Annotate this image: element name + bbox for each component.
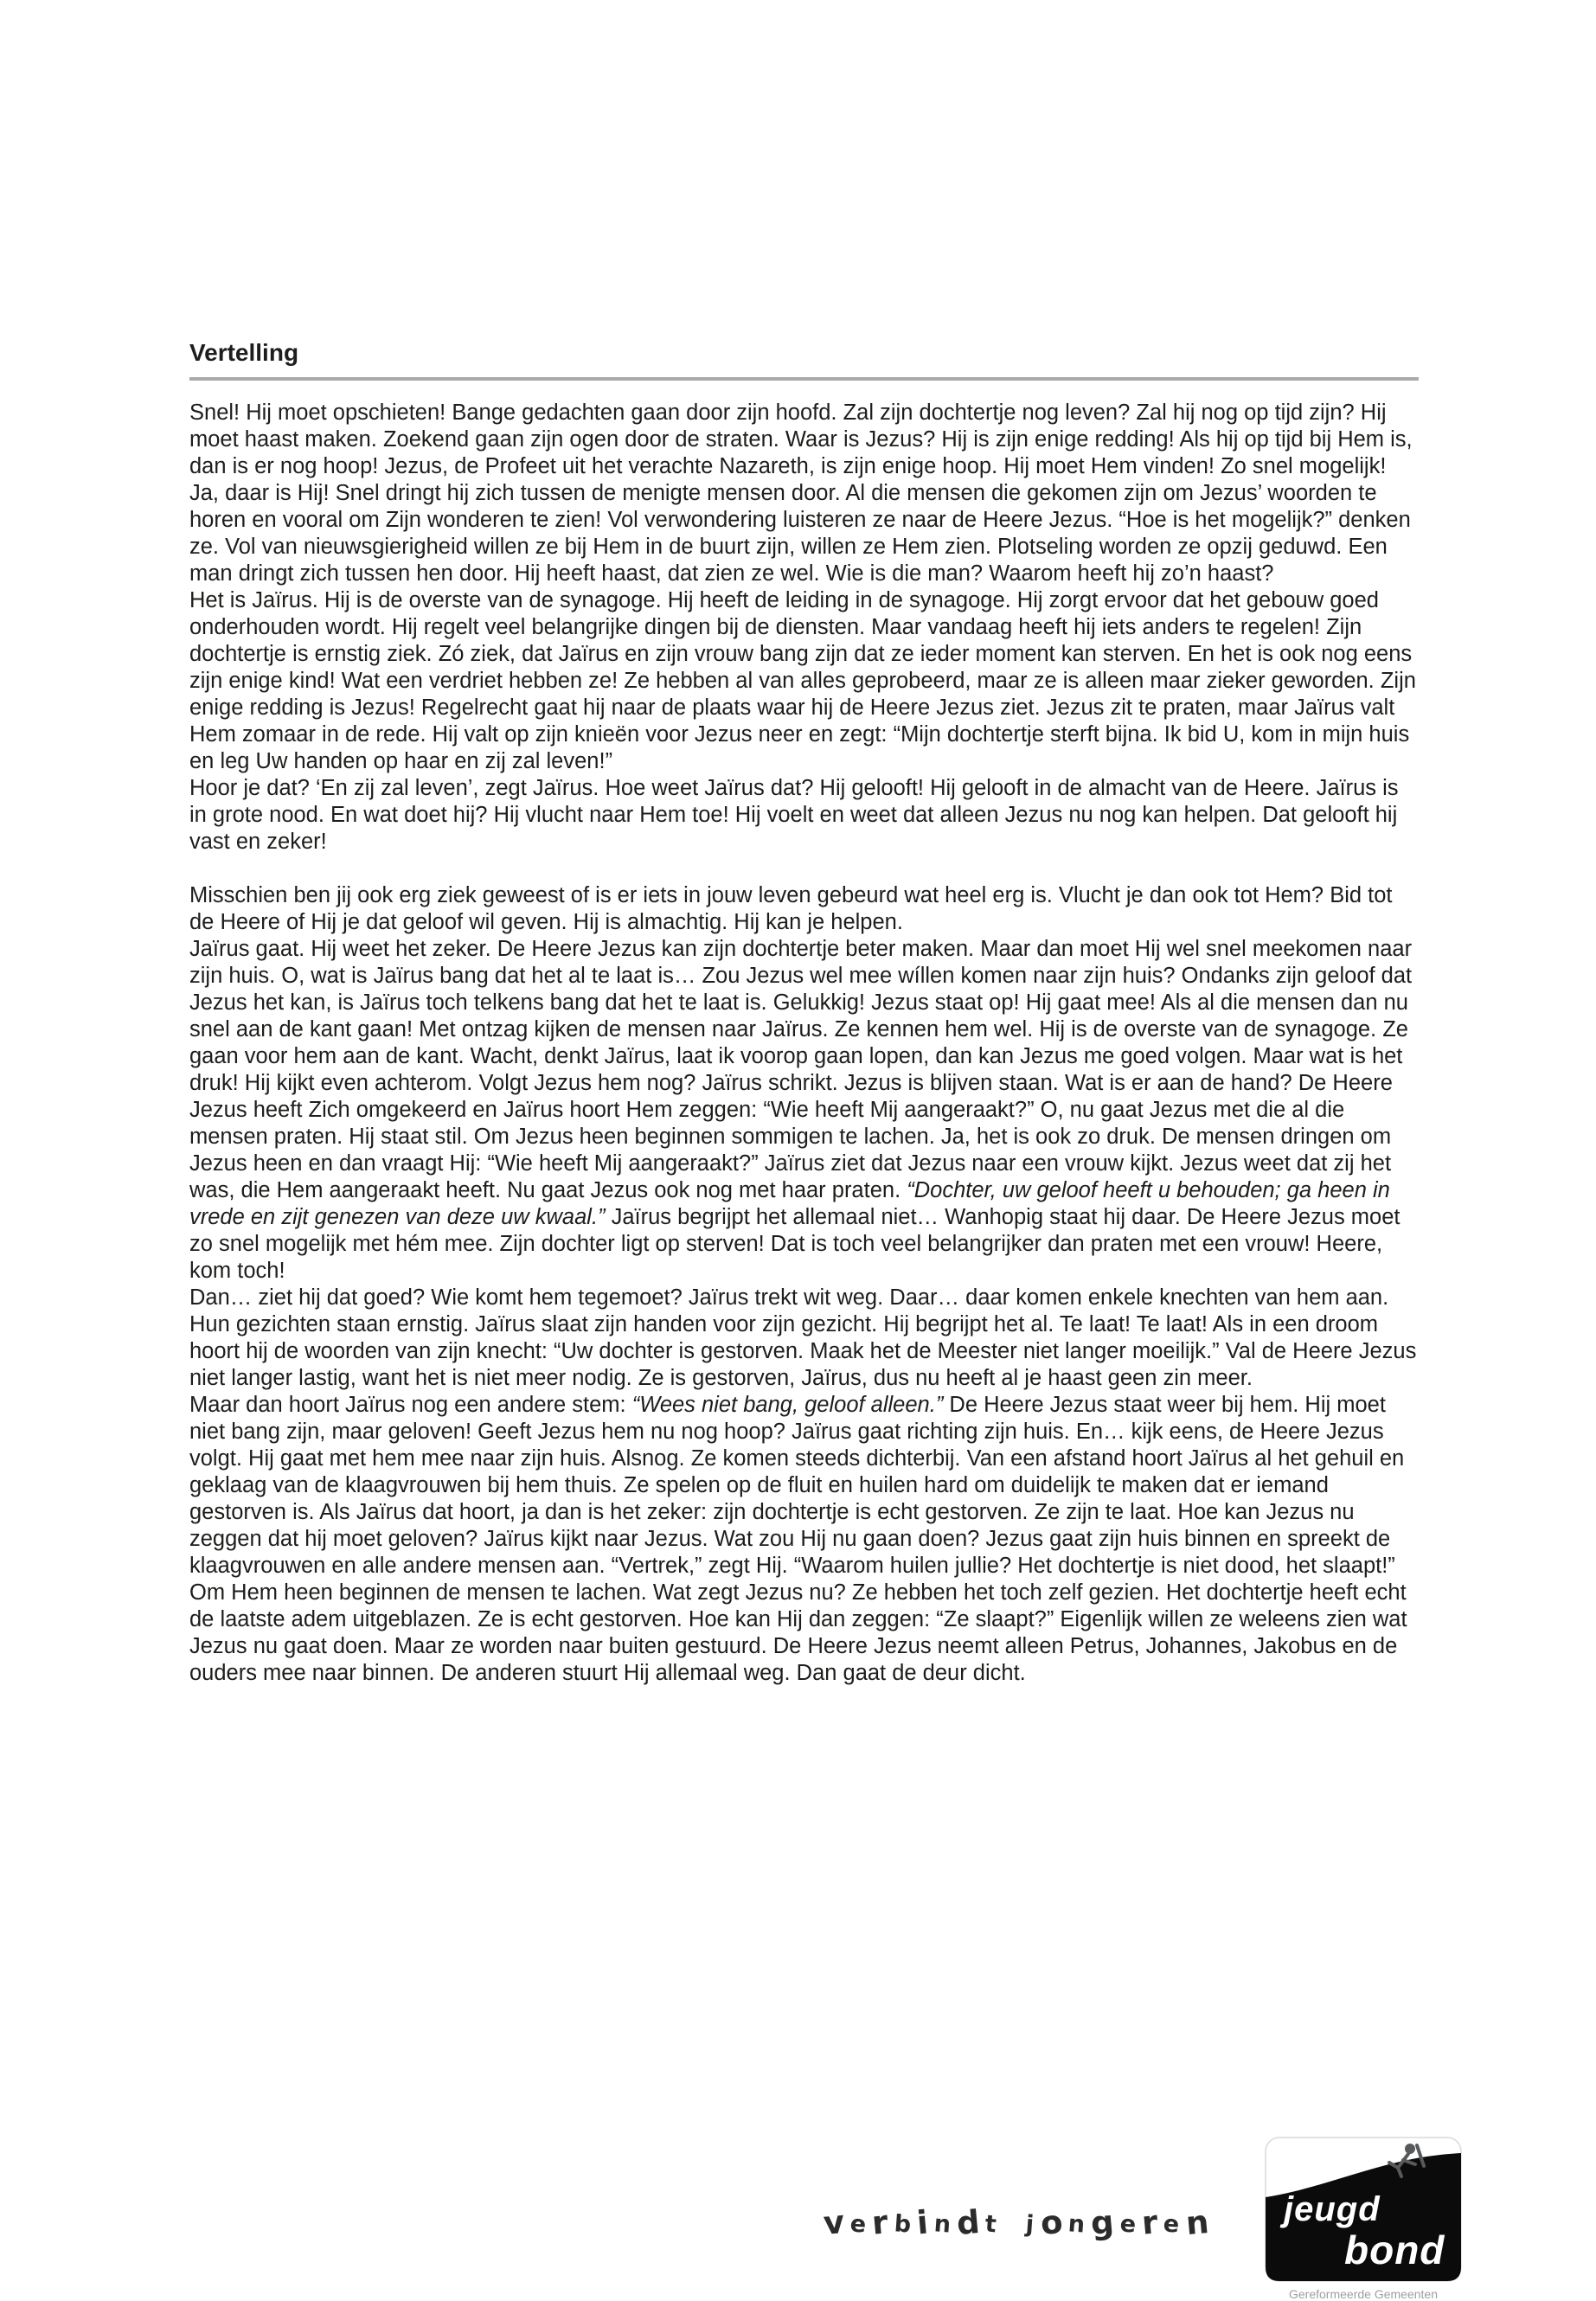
tagline-letter: b [893, 2210, 912, 2239]
text-run: Jaïrus gaat. Hij weet het zeker. De Heere Jezus kan zijn dochtertje beter maken. Maar dan moet Hij wel snel meekomen naar zijn huis. O, wat is Jaïrus bang dat het al te laat is… Zou Jezus wel mee wíllen komen naar zijn huis? Ondanks zijn geloof dat Jezus het kan, is Jaïrus toch telkens bang dat het te laat is. Gelukkig! Jezus staat op! Hij gaat mee! Als al die mensen dan nu snel aan de kant gaan! Met ontzag kijken de mensen naar Jaïrus. Ze kennen hem wel. Hij is de overste van de synagoge. Ze gaan voor hem aan de kant. Wacht, denkt Jaïrus, laat ik voorop gaan lopen, dan kan Jezus me goed volgen. Maar wat is het druk! Hij kijkt even achterom. Volgt Jezus hem nog? Jaïrus schrikt. Jezus is blijven staan. Wat is er aan de hand? De Heere Jezus heeft Zich omgekeerd en Jaïrus hoort Hem zeggen: “Wie heeft Mij aangeraakt?” O, nu gaat Jezus met die al die mensen praten. Hij staat stil. Om Jezus heen beginnen sommigen te lachen. Ja, het is ook zo druk. De mensen dringen om Jezus heen en dan vraagt Hij: “Wie heeft Mij aangeraakt?” Jaïrus ziet dat Jezus naar een vrouw kijkt. Jezus weet dat zij het was, die Hem aangeraakt heeft. Nu gaat Jezus ook nog met haar praten. [189, 937, 1413, 1202]
text-run: Hoor je dat? ‘En zij zal leven’, zegt Jaïrus. Hoe weet Jaïrus dat? Hij gelooft! Hij gelooft in de almacht van de Heere. Jaïrus is in grote nood. En wat doet hij? Hij vlucht naar Hem toe! Hij voelt en weet dat alleen Jezus nu nog kan helpen. Dat gelooft hij vast en zeker! [189, 776, 1399, 854]
tagline-letter: o [1038, 2202, 1064, 2243]
jeugdbond-logo [1265, 2137, 1462, 2301]
paragraph [189, 480, 1419, 587]
paragraph [189, 1285, 1419, 1392]
text-run: Jaïrus begrijpt het allemaal niet… Wanhopig staat hij daar. De Heere Jezus moet zo snel mogelijk met hém mee. Zijn dochter ligt op sterven! Dat is toch veel belangrijker dan praten met een vrouw! Heere, kom toch! [189, 1205, 1401, 1283]
tagline-letter: n [1067, 2210, 1086, 2239]
tagline-letter: j [1025, 2210, 1035, 2239]
tagline-letter: e [849, 2210, 868, 2239]
logo-word-jeugd: jeugd [1284, 2190, 1381, 2228]
tagline-letter: g [1089, 2202, 1116, 2243]
document-content [189, 339, 1419, 1687]
title-divider [189, 377, 1419, 381]
paragraph [189, 936, 1419, 1285]
tagline-letter: e [1163, 2210, 1181, 2239]
tagline-letter: e [1118, 2210, 1138, 2239]
tagline-letter: i [915, 2203, 930, 2242]
logo-caption: Gereformeerde Gemeenten [1289, 2287, 1438, 2301]
paragraph [189, 587, 1419, 775]
tagline-letter [1002, 2203, 1022, 2242]
tagline-letter: d [955, 2202, 982, 2243]
tagline-verbindt-jongeren [824, 2204, 1215, 2241]
paragraph [189, 775, 1419, 856]
text-run: Maar dan hoort Jaïrus nog een andere stem: [189, 1393, 632, 1417]
tagline-letter: n [933, 2210, 952, 2239]
tagline-letter: t [984, 2210, 998, 2239]
tagline-letter: r [1140, 2203, 1160, 2242]
text-run: Dan… ziet hij dat goed? Wie komt hem tegemoet? Jaïrus trekt wit weg. Daar… daar komen enkele knechten van hem aan. Hun gezichten staan ernstig. Jaïrus slaat zijn handen voor zijn gezicht. Hij begrijpt het al. Te laat! Te laat! Als in een droom hoort hij de woorden van zijn knecht: “Uw dochter is gestorven. Maak het de Meester niet langer moeilijk.” Val de Heere Jezus niet langer lastig, want het is niet meer nodig. Ze is gestorven, Jaïrus, dus nu heeft al je haast geen zin meer. [189, 1285, 1417, 1390]
paragraph-spacer [189, 856, 1419, 882]
text-run: Snel! Hij moet opschieten! Bange gedachten gaan door zijn hoofd. Zal zijn dochtertje nog leven? Zal hij nog op tijd zijn? Hij moet haast maken. Zoekend gaan zijn ogen door de straten. Waar is Jezus? Hij is zijn enige redding! Als hij op tijd bij Hem is, dan is er nog hoop! Jezus, de Profeet uit het verachte Nazareth, is zijn enige hoop. Hij moet Hem vinden! Zo snel mogelijk! [189, 401, 1413, 478]
story-text [189, 400, 1419, 1687]
paragraph [189, 1392, 1419, 1687]
tagline-letter: n [1183, 2202, 1210, 2243]
text-run: Misschien ben jij ook erg ziek geweest of is er iets in jouw leven gebeurd wat heel erg is. Vlucht je dan ook tot Hem? Bid tot de Heere of Hij je dat geloof wil geven. Hij is almachtig. Hij kan je helpen. [189, 883, 1393, 934]
paragraph [189, 882, 1419, 936]
logo-word-bond: bond [1344, 2227, 1445, 2272]
text-run: Het is Jaïrus. Hij is de overste van de synagoge. Hij heeft de leiding in de synagoge. Hij zorgt ervoor dat het gebouw goed onderhouden wordt. Hij regelt veel belangrijke dingen bij de diensten. Maar vandaag heeft hij iets anders te regelen! Zijn dochtertje is ernstig ziek. Zó ziek, dat Jaïrus en zijn vrouw bang zijn dat ze ieder moment kan sterven. En het is ook nog eens zijn enige kind! Wat een verdriet hebben ze! Ze hebben al van alles geprobeerd, maar ze is alleen maar zieker geworden. Zijn enige redding is Jezus! Regelrecht gaat hij naar de plaats waar hij de Heere Jezus ziet. Jezus zit te praten, maar Jaïrus valt Hem zomaar in de rede. Hij valt op zijn knieën voor Jezus neer en zegt: “Mijn dochtertje sterft bijna. Ik bid U, kom in mijn huis en leg Uw handen op haar en zij zal leven!” [189, 588, 1416, 773]
tagline-letter: r [870, 2203, 890, 2242]
text-run: Ja, daar is Hij! Snel dringt hij zich tussen de menigte mensen door. Al die mensen die gekomen zijn om Jezus’ woorden te horen en vooral om Zijn wonderen te zien! Vol verwondering luisteren ze naar de Heere Jezus. “Hoe is het mogelijk?” denken ze. Vol van nieuwsgierigheid willen ze bij Hem in de buurt zijn, willen ze Hem zien. Plotseling worden ze opzij geduwd. Een man dringt zich tussen hen door. Hij heeft haast, dat zien ze wel. Wie is die man? Waarom heeft hij zo’n haast? [189, 481, 1411, 586]
text-run-italic: “Wees niet bang, geloof alleen.” [631, 1393, 944, 1417]
logo-square [1265, 2137, 1462, 2282]
paragraph [189, 400, 1419, 480]
page-title: Vertelling [189, 339, 299, 366]
tagline-letter: v [822, 2203, 846, 2242]
text-run-italic: “Dochter, uw geloof heeft u behouden; ga heen in vrede en zijt genezen van deze uw kwaal.” [189, 1178, 1390, 1229]
text-run: De Heere Jezus staat weer bij hem. Hij moet niet bang zijn, maar geloven! Geeft Jezus hem nu nog hoop? Jaïrus gaat richting zijn huis. En… kijk eens, de Heere Jezus volgt. Hij gaat met hem mee naar zijn huis. Alsnog. Ze komen steeds dichterbij. Van een afstand hoort Jaïrus al het gehuil en geklaag van de klaagvrouwen bij hem thuis. Ze spelen op de fluit en huilen hard om duidelijk te maken dat er iemand gestorven is. Als Jaïrus dat hoort, ja dan is het zeker: zijn dochtertje is echt gestorven. Ze zijn te laat. Hoe kan Jezus nu zeggen dat hij moet geloven? Jaïrus kijkt naar Jezus. Wat zou Hij nu gaan doen? Jezus gaat zijn huis binnen en spreekt de klaagvrouwen en alle andere mensen aan. “Vertrek,” zegt Hij. “Waarom huilen jullie? Het dochtertje is niet dood, het slaapt!” Om Hem heen beginnen de mensen te lachen. Wat zegt Jezus nu? Ze hebben het toch zelf gezien. Het dochtertje heeft echt de laatste adem uitgeblazen. Ze is echt gestorven. Hoe kan Hij dan zeggen: “Ze slaapt?” Eigenlijk willen ze weleens zien wat Jezus nu gaat doen. Maar ze worden naar buiten gestuurd. De Heere Jezus neemt alleen Petrus, Johannes, Jakobus en de ouders mee naar binnen. De anderen stuurt Hij allemaal weg. Dan gaat de deur dicht. [189, 1393, 1407, 1685]
